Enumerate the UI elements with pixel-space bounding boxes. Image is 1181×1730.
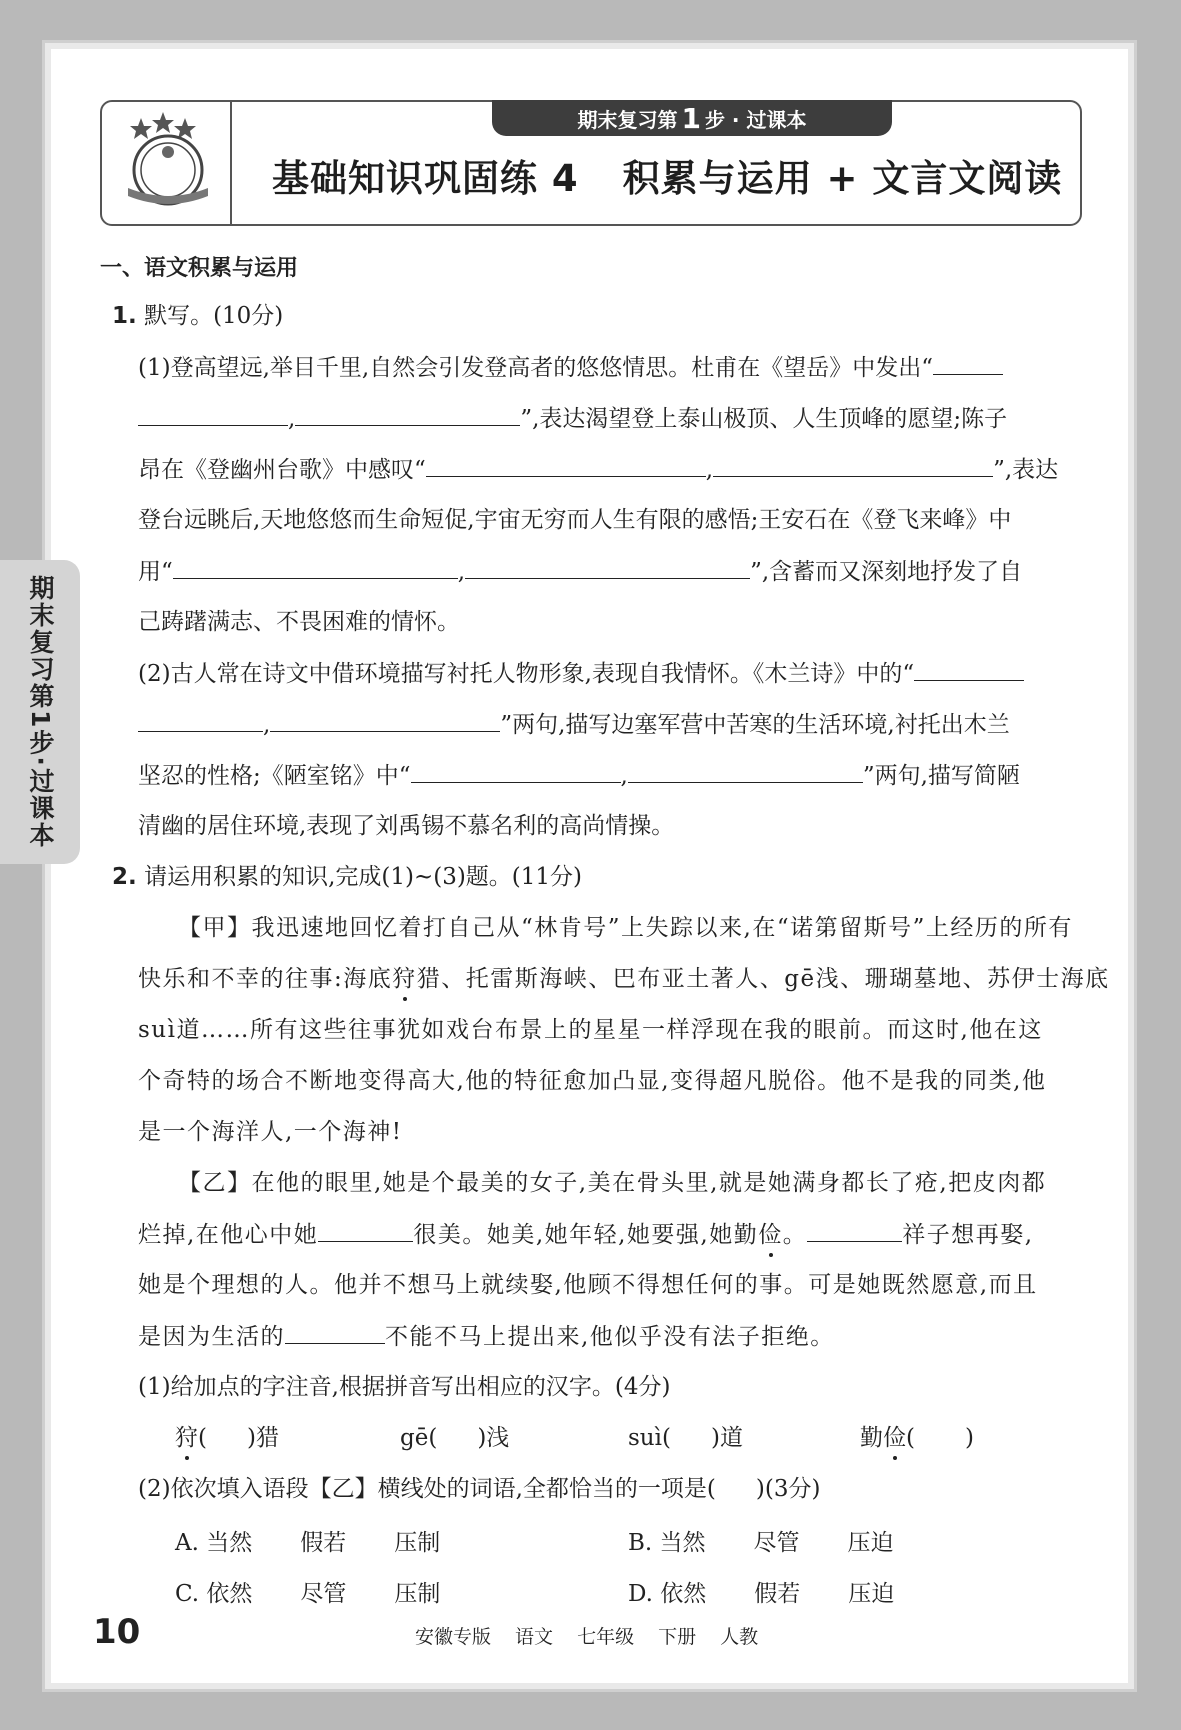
q1-line-9: 坚忍的性格;《陋室铭》中“ , ”两句,描写简陋 (138, 760, 1020, 791)
option-b: B. 当然 尽管 压迫 (628, 1530, 894, 1556)
pinyin-item-1: 狩( )猎 (175, 1425, 279, 1451)
q1-line-6: 己踌躇满志、不畏困难的情怀。 (138, 609, 460, 635)
pinyin-item-2: gē( )浅 (400, 1425, 510, 1451)
passage-jia-line-4: 个奇特的场合不断地变得高大,他的特征愈加凸显,变得超凡脱俗。他不是我的同类,他 (138, 1068, 1047, 1094)
passage-yi-line-3: 她是个理想的人。他并不想马上就续娶,他顾不得想任何的事。可是她既然愿意,而且 (138, 1272, 1038, 1298)
passage-jia-line-1: 【甲】我迅速地回忆着打自己从“林肯号”上失踪以来,在“诺第留斯号”上经历的所有 (178, 915, 1073, 941)
page-header (100, 100, 1082, 226)
footer-info: 安徽专版 语文 七年级 下册 人教 (415, 1626, 759, 1648)
option-d: D. 依然 假若 压迫 (628, 1581, 895, 1607)
passage-jia-line-2: 快乐和不幸的往事:海底狩猎、托雷斯海峡、巴布亚土著人、gē浅、珊瑚墓地、苏伊士海底 (138, 966, 1110, 992)
sub-question-1: (1)给加点的字注音,根据拼音写出相应的汉字。(4分) (138, 1374, 671, 1400)
sub-question-2: (2)依次填入语段【乙】横线处的词语,全都恰当的一项是( )(3分) (138, 1476, 821, 1502)
q1-line-4: 登台远眺后,天地悠悠而生命短促,宇宙无穷而人生有限的感悟;王安石在《登飞来峰》中 (138, 507, 1012, 533)
passage-jia-line-5: 是一个海洋人,一个海神! (138, 1119, 403, 1145)
q1-line-5: 用“ , ”,含蓄而又深刻地抒发了自 (138, 556, 1022, 587)
page-title: 基础知识巩固练 4 积累与运用 + 文言文阅读 (272, 157, 1063, 200)
passage-yi-line-1: 【乙】在他的眼里,她是个最美的女子,美在骨头里,就是她满身都长了疮,把皮肉都 (178, 1170, 1047, 1196)
q1-line-7: (2)古人常在诗文中借环境描写衬托人物形象,表现自我情怀。《木兰诗》中的“ (138, 658, 1024, 689)
question-1-stem: 1. 默写。(10分) (112, 303, 284, 329)
pinyin-item-4: 勤俭( ) (860, 1425, 974, 1451)
option-a: A. 当然 假若 压制 (175, 1530, 441, 1556)
header-tab: 期末复习第 1 步 · 过课本 (492, 100, 892, 136)
pinyin-item-3: suì( )道 (628, 1425, 743, 1451)
header-divider (230, 102, 232, 224)
page-number: 10 (93, 1612, 141, 1652)
question-2-stem: 2. 请运用积累的知识,完成(1)~(3)题。(11分) (112, 864, 583, 890)
q1-line-3: 昂在《登幽州台歌》中感叹“ , ”,表达 (138, 454, 1058, 485)
q1-line-8: , ”两句,描写边塞军营中苦寒的生活环境,衬托出木兰 (138, 709, 1010, 740)
passage-yi-line-2: 烂掉,在他心中她 很美。她美,她年轻,她要强,她勤俭。 祥子想再娶, (138, 1219, 1034, 1250)
q1-line-2: , ”,表达渴望登上泰山极顶、人生顶峰的愿望;陈子 (138, 403, 1007, 434)
side-tab: 期末复习第1步·过课本 (0, 560, 80, 864)
q1-line-1: (1)登高望远,举目千里,自然会引发登高者的悠悠情思。杜甫在《望岳》中发出“ (138, 352, 1003, 383)
option-c: C. 依然 尽管 压制 (175, 1581, 441, 1607)
passage-jia-line-3: suì道……所有这些往事犹如戏台布景上的星星一样浮现在我的眼前。而这时,他在这 (138, 1017, 1043, 1043)
publisher-logo (118, 108, 218, 216)
q1-line-10: 清幽的居住环境,表现了刘禹锡不慕名利的高尚情操。 (138, 813, 675, 839)
passage-yi-line-4: 是因为生活的 不能不马上提出来,他似乎没有法子拒绝。 (138, 1321, 835, 1352)
section-heading: 一、语文积累与运用 (100, 256, 299, 281)
